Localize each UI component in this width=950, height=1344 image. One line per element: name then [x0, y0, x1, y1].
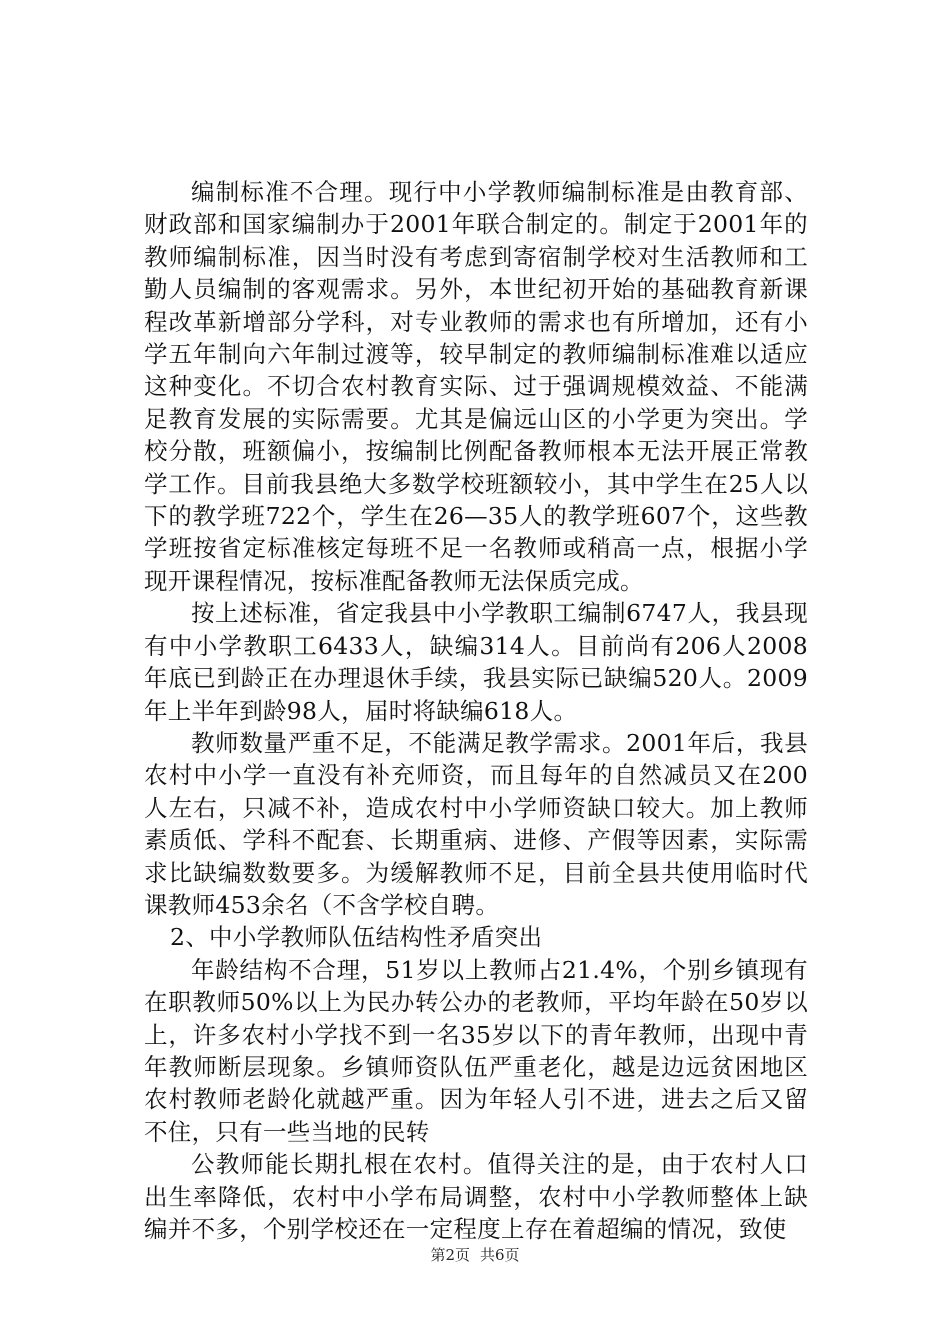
paragraph-teacher-shortage: 教师数量严重不足，不能满足教学需求。2001年后，我县农村中小学一直没有补充师资，而且每年的自然减员又在200人左右，只减不补，造成农村中小学师资缺口较大。加上教师素质低、学科不配套、长期重病、进修、产假等因素，实际需求比缺编数数要多。为缓解教师不足，目前全县共使用临时代课教师453余名（不含学校自聘。: [144, 728, 808, 919]
paragraph-age-structure: 年龄结构不合理，51岁以上教师占21.4%，个别乡镇现有在职教师50%以上为民办转公办的老教师，平均年龄在50岁以上，许多农村小学找不到一名35岁以下的青年教师，出现中青年教师断层现象。乡镇师资队伍严重老化，越是边远贫困地区农村教师老龄化就越严重。因为年轻人引不进，进去之后又留不住，只有一些当地的民转: [144, 955, 808, 1146]
section-heading-structure: 2、中小学教师队伍结构性矛盾突出: [170, 923, 543, 952]
page-footer: [0, 1244, 950, 1265]
paragraph-rural-teachers: 公教师能长期扎根在农村。值得关注的是，由于农村人口出生率降低，农村中小学布局调整，农村中小学教师整体上缺编并不多，个别学校还在一定程度上存在着超编的情况，致使: [144, 1150, 808, 1243]
paragraph-staffing-standard: 编制标准不合理。现行中小学教师编制标准是由教育部、财政部和国家编制办于2001年联合制定的。制定于2001年的教师编制标准，因当时没有考虑到寄宿制学校对生活教师和工勤人员编制的客观需求。另外，本世纪初开始的基础教育新课程改革新增部分学科，对专业教师的需求也有所增加，还有小学五年制向六年制过渡等，较早制定的教师编制标准难以适应这种变化。不切合农村教育实际、过于强调规模效益、不能满足教育发展的实际需要。尤其是偏远山区的小学更为突出。学校分散，班额偏小，按编制比例配备教师根本无法开展正常教学工作。目前我县绝大多数学校班额较小，其中学生在25人以下的教学班722个，学生在26—35人的教学班607个，这些教学班按省定标准核定每班不足一名教师或稍高一点，根据小学现开课程情况，按标准配备教师无法保质完成。: [144, 178, 808, 595]
page-total: 共6页: [480, 1246, 520, 1264]
page-number: 第2页: [430, 1246, 470, 1264]
document-body: [144, 176, 808, 1245]
paragraph-staffing-numbers: 按上述标准，省定我县中小学教职工编制6747人，我县现有中小学教职工6433人，缺编314人。目前尚有206人2008年底已到龄正在办理退休手续，我县实际已缺编520人。2009年上半年到龄98人，届时将缺编618人。: [144, 599, 808, 725]
